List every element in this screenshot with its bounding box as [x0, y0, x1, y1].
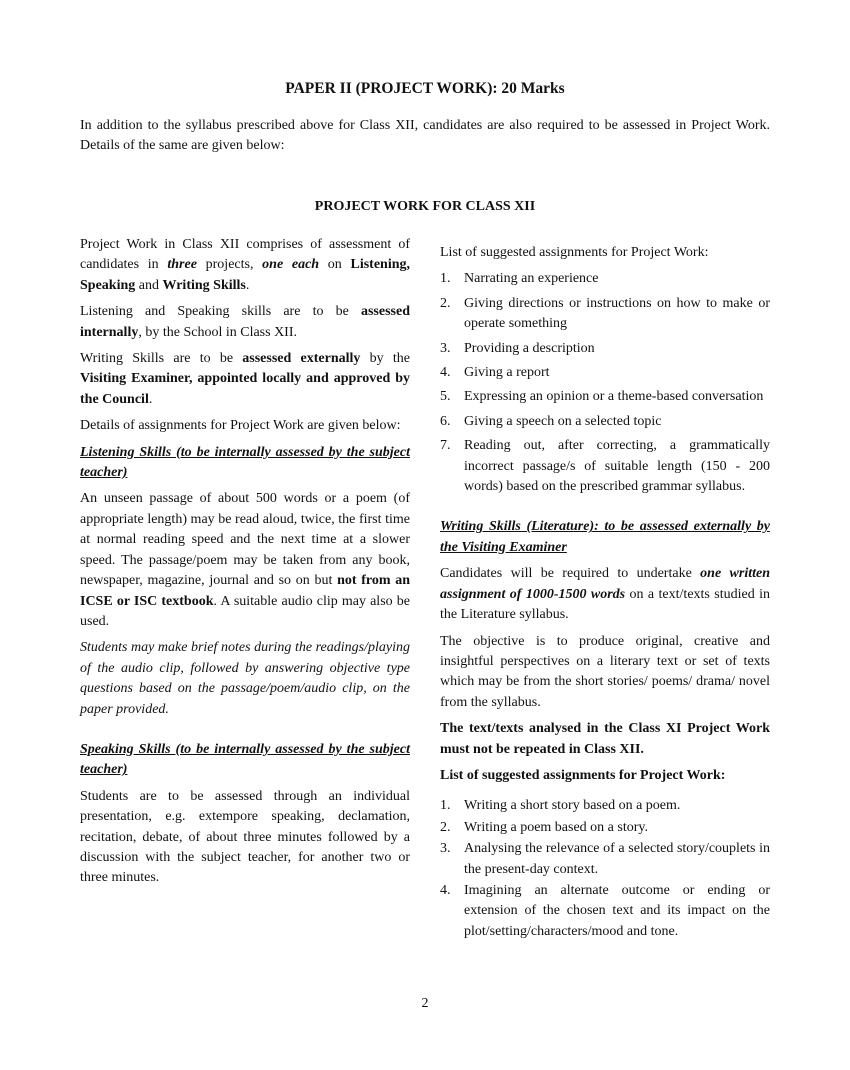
objective-paragraph: The objective is to produce original, creative and insightful perspectives on a literary text or set of texts which may be from the short stories/ poems/ drama/ novel from the syllabus. [440, 633, 770, 710]
list-number: 4. [440, 882, 451, 898]
list-item [440, 269, 770, 289]
list-text: Giving a speech on a selected topic [464, 413, 662, 429]
emphasis-listening-speaking: Listening, Speaking [80, 257, 410, 293]
emphasis-assessed-internally: assessed internally [80, 304, 410, 340]
list-item [440, 436, 770, 497]
list-item [440, 796, 770, 816]
list-number: 4. [440, 365, 451, 381]
list-number: 6. [440, 413, 451, 429]
list-number: 5. [440, 389, 451, 405]
list-item [440, 839, 770, 880]
assignments-list-intro: List of suggested assignments for Project Work: [440, 245, 709, 260]
emphasis-written-assignment: one written assignment of 1000-1500 words [440, 566, 770, 602]
emphasis-three: three [167, 257, 197, 273]
emphasis-one-each: one each [262, 257, 320, 273]
list-text: Analysing the relevance of a selected story/couplets in the present-day context. [464, 841, 770, 877]
list-text: Giving directions or instructions on how to make or operate something [464, 295, 770, 332]
list-number: 3. [440, 841, 451, 857]
left-column [80, 235, 410, 895]
list-item [440, 294, 770, 335]
list-text: Imagining an alternate outcome or ending or extension of the chosen text and its impact on the plot/setting/characters/mood and tone. [464, 882, 770, 939]
list-number: 1. [440, 798, 451, 814]
external-assessment-paragraph [80, 349, 410, 410]
overview-paragraph [80, 235, 410, 296]
page-title: PAPER II (PROJECT WORK): 20 Marks [285, 80, 565, 97]
list-text: Writing a short story based on a poem. [464, 798, 681, 814]
list-text: Narrating an experience [464, 271, 599, 287]
text-run: An unseen passage of about 500 words or a poem (of appropriate length) may be read aloud, twice, the first time at normal reading speed and the next time at a slower speed. The passage/poem may be taken from any book, newspaper, magazine, journal and so on but [80, 491, 410, 589]
list-number: 1. [440, 271, 451, 287]
details-paragraph: Details of assignments for Project Work are given below: [80, 418, 401, 434]
writing-skills-heading: Writing Skills (Literature): to be assessed externally by the Visiting Examiner [440, 519, 770, 555]
emphasis-visiting-examiner: Visiting Examiner, appointed locally and approved by the Council [80, 371, 410, 407]
list-text: Giving a report [464, 365, 550, 381]
spacer [80, 726, 410, 740]
text-run: Candidates will be required to undertake [440, 566, 701, 582]
assignments-list-heading: List of suggested assignments for Project Work: [440, 767, 726, 783]
text-run: . A suitable audio clip may also be used. [80, 593, 410, 629]
speaking-skills-paragraph: Students are to be assessed through an individual presentation, e.g. extempore speaking, declamation, recitation, debate, of about three minutes followed by a discussion with the subject teacher, for another two or three minutes. [80, 788, 410, 886]
list-item [440, 339, 770, 359]
no-repeat-paragraph: The text/texts analysed in the Class XI Project Work must not be repeated in Class XII. [440, 721, 770, 757]
text-run: Listening and Speaking skills are to be [80, 304, 361, 320]
listening-skills-note: Students may make brief notes during the readings/playing of the audio clip, followed by answering objective type questions based on the passage/poem/audio clip, on the paper provided. [80, 640, 410, 717]
text-run: Writing Skills are to be [80, 351, 243, 367]
emphasis-assessed-externally: assessed externally [242, 351, 361, 367]
right-column [440, 243, 770, 948]
list-text: Providing a description [464, 340, 595, 356]
listening-skills-paragraph [80, 489, 410, 632]
list-text: Expressing an opinion or a theme-based conversation [464, 389, 764, 405]
list-item [440, 363, 770, 383]
writing-assignments-list [440, 796, 770, 942]
listening-skills-heading: Listening Skills (to be internally assessed by the subject teacher) [80, 444, 410, 481]
text-run: Project Work in Class XII comprises of assessment of candidates in [80, 237, 410, 273]
list-item [440, 818, 770, 838]
section-title: PROJECT WORK FOR CLASS XII [314, 199, 536, 214]
emphasis-writing-skills: Writing Skills [162, 277, 246, 293]
text-run: . [148, 391, 153, 407]
emphasis-not-from-textbook: not from an ICSE or ISC textbook [80, 573, 410, 609]
intro-paragraph: In addition to the syllabus prescribed above for Class XII, candidates are also required to be assessed in Project Work. Details of the same are given below: [80, 118, 770, 153]
text-run: on [319, 257, 351, 273]
internal-assessment-paragraph [80, 302, 410, 343]
text-run: on a text/texts studied in the Literature syllabus. [440, 586, 770, 623]
list-number: 2. [440, 819, 451, 835]
speaking-skills-heading: Speaking Skills (to be internally assessed by the subject teacher) [80, 741, 410, 778]
list-number: 7. [440, 438, 451, 454]
text-run: and [135, 277, 163, 293]
list-number: 3. [440, 340, 451, 356]
list-number: 2. [440, 295, 451, 311]
writing-skills-paragraph [440, 564, 770, 625]
list-text: Reading out, after correcting, a grammatically incorrect passage/s of suitable length (150 - 200 words) based on the prescribed grammar syllabus. [464, 438, 770, 495]
list-text: Writing a poem based on a story. [464, 819, 648, 835]
assignments-list [440, 269, 770, 497]
text-run: by the [360, 351, 410, 367]
list-item [440, 881, 770, 942]
list-item [440, 387, 770, 407]
spacer [440, 503, 770, 517]
text-run: , by the School in Class XII. [138, 324, 297, 340]
list-item [440, 412, 770, 432]
page-number: 2 [421, 996, 429, 1011]
text-run: projects, [196, 257, 263, 273]
text-run: . [245, 277, 250, 293]
